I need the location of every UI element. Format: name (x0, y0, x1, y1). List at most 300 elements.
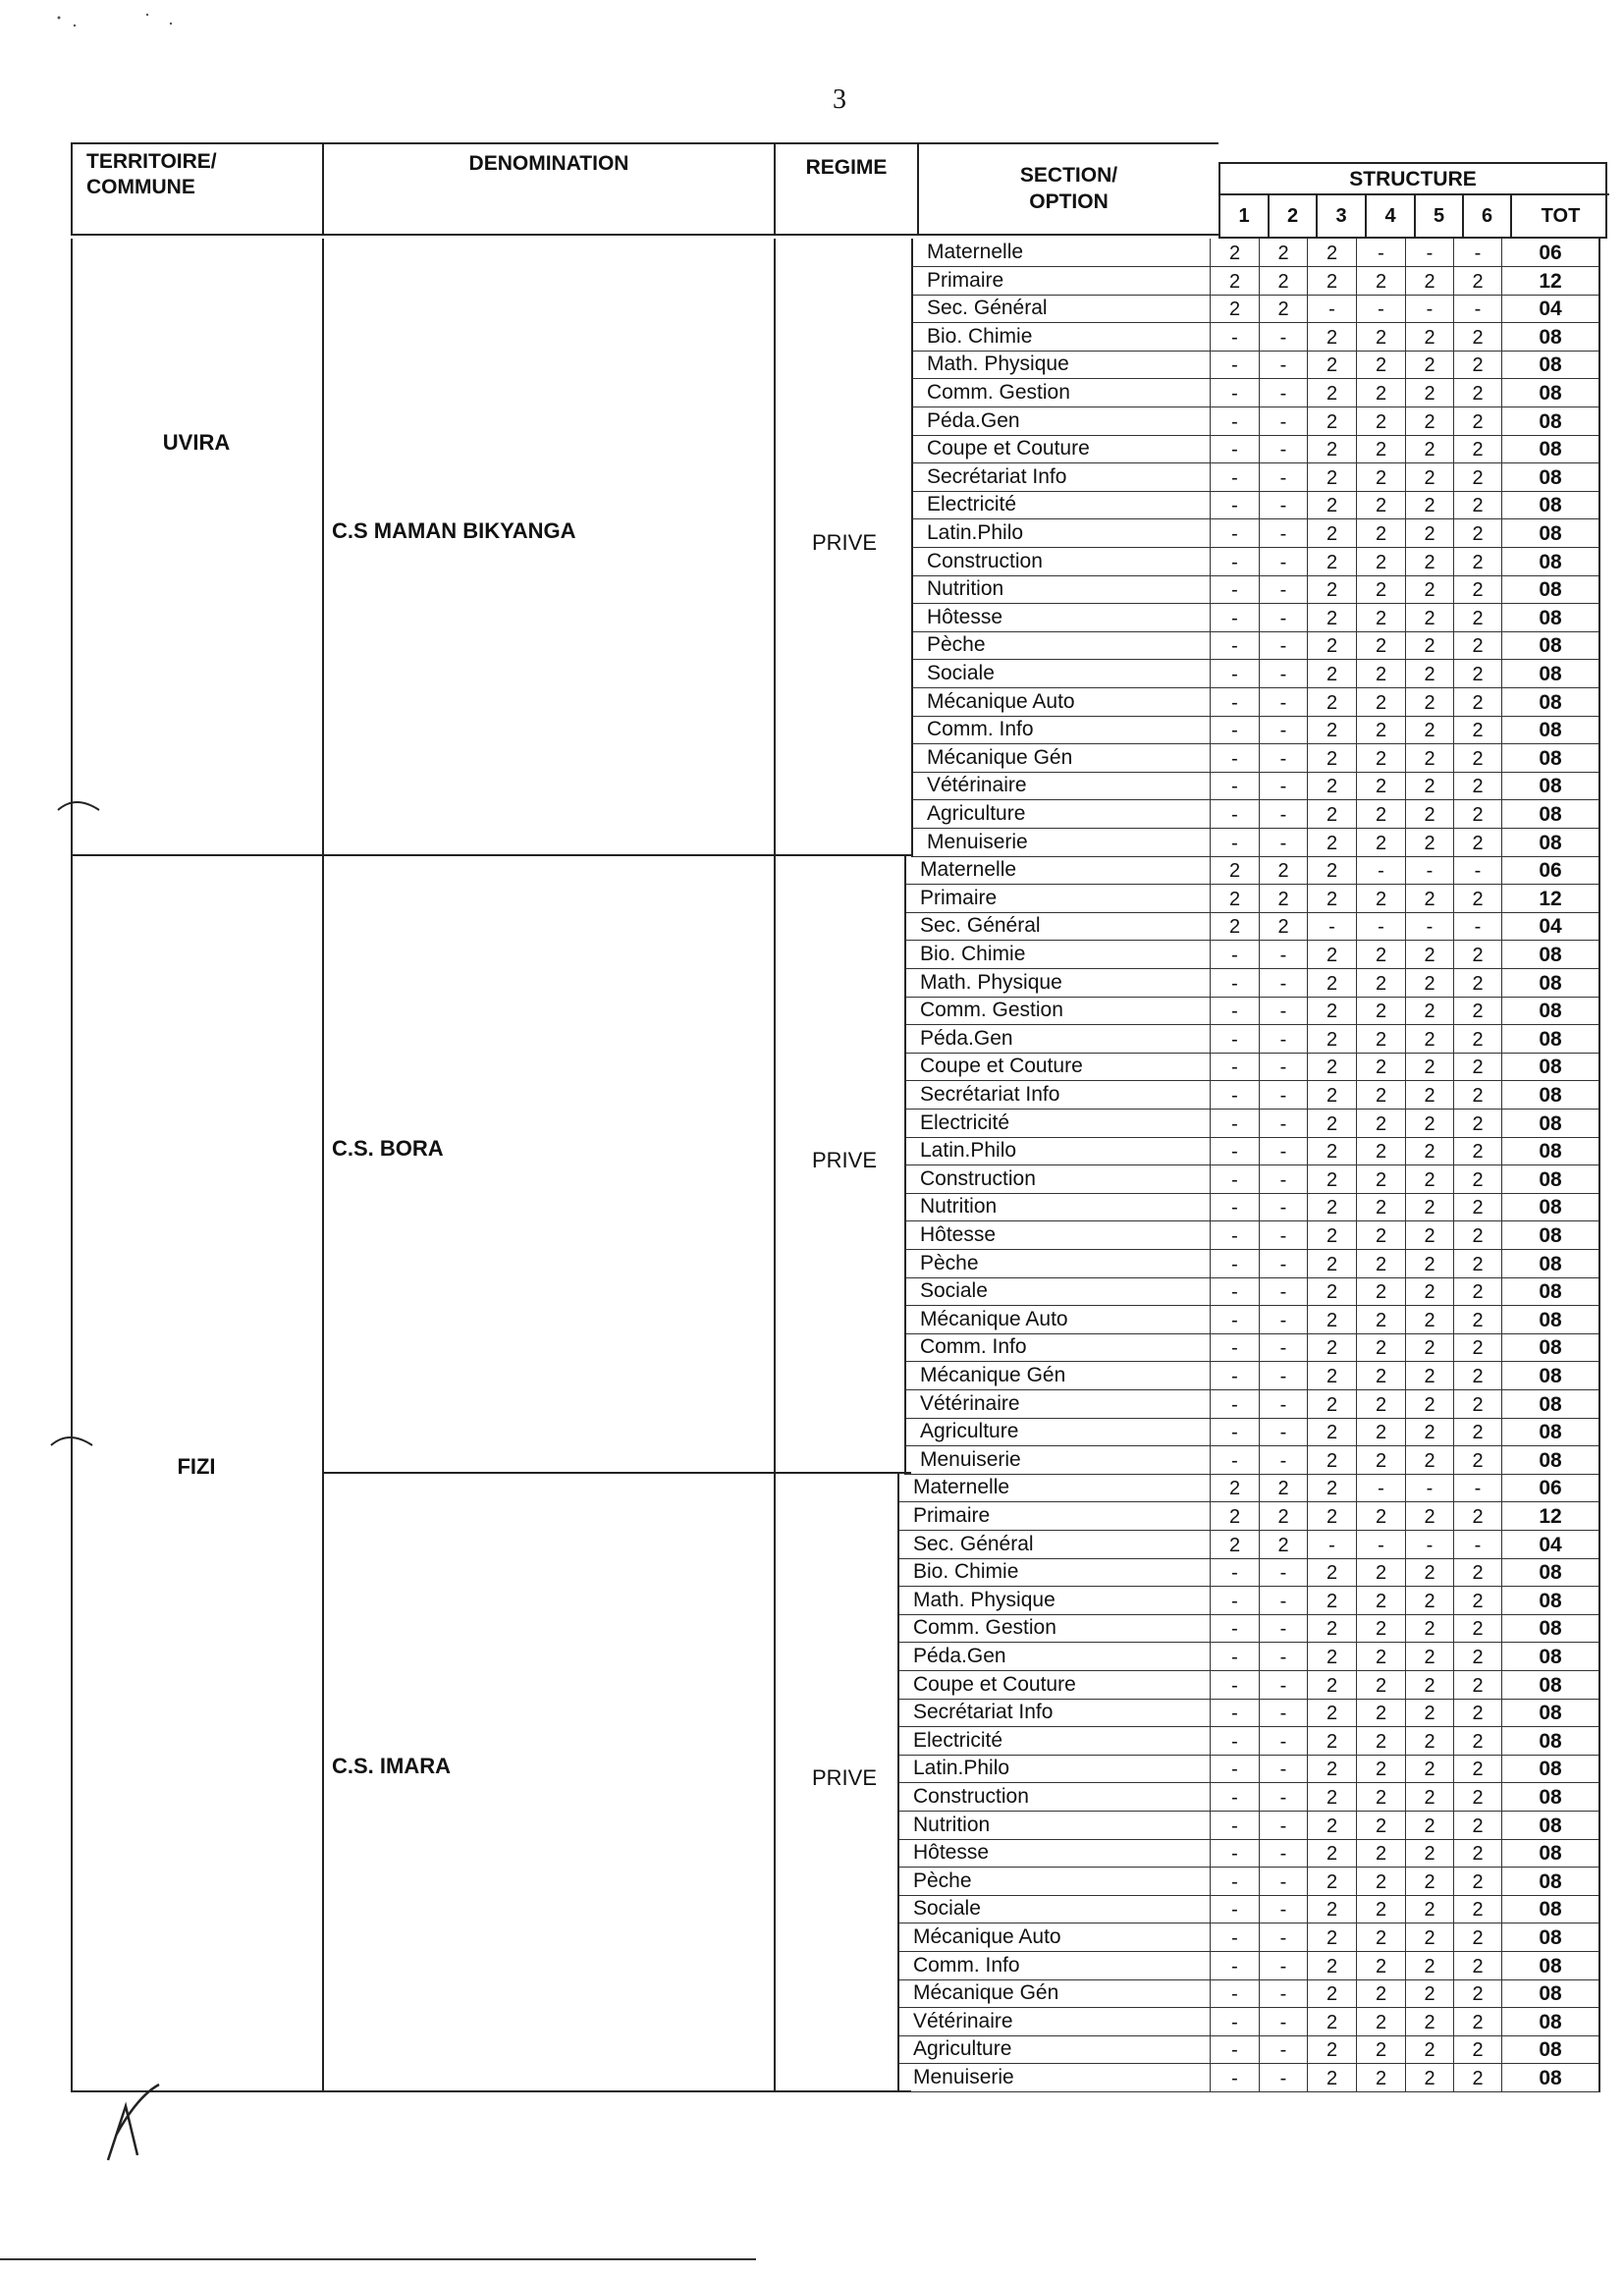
header-col-1: 1 (1218, 193, 1268, 238)
denomination-cell (322, 1474, 774, 2091)
structure-cell: 2 (1356, 1727, 1405, 1756)
option-name: Electricité (911, 491, 1210, 519)
total-cell: 08 (1501, 1839, 1600, 1868)
structure-cell: - (1210, 1333, 1259, 1362)
option-name: Sec. Général (911, 295, 1210, 323)
structure-cell: 2 (1356, 716, 1405, 744)
structure-cell: - (1210, 1025, 1259, 1054)
structure-cell: 2 (1259, 1474, 1307, 1502)
total-cell: 08 (1501, 800, 1600, 829)
structure-cell: - (1259, 1193, 1307, 1221)
structure-cell: - (1210, 829, 1259, 857)
total-cell: 08 (1501, 2035, 1600, 2064)
structure-cell: 2 (1453, 351, 1501, 379)
option-name: Construction (911, 548, 1210, 576)
school-regime: PRIVE (811, 1147, 878, 1172)
structure-cell: - (1210, 2035, 1259, 2064)
structure-cell: - (1210, 1221, 1259, 1250)
total-cell: 08 (1501, 1053, 1600, 1081)
structure-cell: - (1259, 1923, 1307, 1952)
structure-cell: 2 (1453, 941, 1501, 969)
header-col-2: 2 (1268, 193, 1316, 238)
total-cell: 08 (1501, 1952, 1600, 1980)
structure-cell: - (1259, 1418, 1307, 1446)
structure-cell: - (1210, 1643, 1259, 1671)
structure-cell: 2 (1453, 1952, 1501, 1980)
total-cell: 08 (1501, 575, 1600, 604)
structure-cell: 2 (1405, 1277, 1453, 1306)
structure-cell: 2 (1405, 1671, 1453, 1700)
structure-cell: - (1405, 856, 1453, 885)
structure-cell: 2 (1405, 1110, 1453, 1138)
structure-cell: 2 (1405, 2064, 1453, 2092)
structure-cell: 2 (1405, 267, 1453, 296)
structure-cell: 2 (1453, 1418, 1501, 1446)
structure-cell: - (1259, 1362, 1307, 1390)
structure-cell: - (1259, 1614, 1307, 1643)
structure-cell: 2 (1356, 267, 1405, 296)
school-denomination: C.S MAMAN BIKYANGA (332, 517, 576, 543)
structure-cell: 2 (1307, 604, 1356, 632)
structure-cell: 2 (1453, 1558, 1501, 1587)
structure-cell: 2 (1405, 2035, 1453, 2064)
structure-cell: - (1210, 1137, 1259, 1165)
structure-cell: 2 (1453, 1025, 1501, 1054)
option-name: Primaire (904, 885, 1210, 913)
structure-cell: 2 (1453, 1137, 1501, 1165)
structure-cell: 2 (1307, 1783, 1356, 1812)
structure-cell: 2 (1356, 575, 1405, 604)
structure-cell: 2 (1453, 267, 1501, 296)
total-cell: 08 (1501, 463, 1600, 492)
structure-cell: 2 (1405, 1418, 1453, 1446)
total-cell: 04 (1501, 295, 1600, 323)
structure-cell: 2 (1307, 575, 1356, 604)
denomination-cell (322, 856, 774, 1474)
structure-cell: 2 (1259, 885, 1307, 913)
structure-cell: 2 (1259, 239, 1307, 267)
structure-cell: 2 (1356, 660, 1405, 688)
option-name: Vétérinaire (911, 772, 1210, 800)
structure-cell: 2 (1356, 1446, 1405, 1475)
school-denomination: C.S. IMARA (332, 1754, 451, 1778)
structure-cell: - (1259, 1053, 1307, 1081)
structure-cell: - (1210, 1727, 1259, 1756)
total-cell: 08 (1501, 407, 1600, 436)
structure-cell: 2 (1307, 519, 1356, 548)
margin-mark-lower (47, 1426, 106, 1455)
structure-cell: 2 (1307, 379, 1356, 407)
structure-cell: - (1259, 1727, 1307, 1756)
structure-cell: 2 (1307, 1643, 1356, 1671)
total-cell: 08 (1501, 1081, 1600, 1110)
structure-cell: - (1356, 912, 1405, 941)
option-name: Nutrition (897, 1812, 1210, 1840)
structure-cell: - (1210, 407, 1259, 436)
total-cell: 12 (1501, 267, 1600, 296)
structure-cell: 2 (1405, 1333, 1453, 1362)
option-name: Math. Physique (911, 351, 1210, 379)
structure-cell: - (1259, 1812, 1307, 1840)
structure-cell: 2 (1453, 1081, 1501, 1110)
total-cell: 08 (1501, 1137, 1600, 1165)
structure-cell: 2 (1307, 1895, 1356, 1923)
total-cell: 08 (1501, 1812, 1600, 1840)
structure-cell: - (1356, 856, 1405, 885)
structure-cell: - (1259, 575, 1307, 604)
structure-cell: 2 (1453, 407, 1501, 436)
structure-cell: 2 (1405, 941, 1453, 969)
structure-cell: 2 (1307, 407, 1356, 436)
structure-cell: 2 (1453, 997, 1501, 1025)
structure-cell: 2 (1307, 1418, 1356, 1446)
structure-cell: - (1210, 1699, 1259, 1727)
option-name: Hôtesse (911, 604, 1210, 632)
structure-cell: 2 (1307, 1671, 1356, 1700)
structure-cell: - (1356, 1531, 1405, 1559)
option-name: Comm. Info (897, 1952, 1210, 1980)
structure-cell: 2 (1210, 267, 1259, 296)
option-name: Mécanique Gén (911, 744, 1210, 773)
structure-cell: 2 (1307, 1362, 1356, 1390)
structure-cell: - (1210, 1306, 1259, 1334)
option-name: Péda.Gen (897, 1643, 1210, 1671)
structure-cell: - (1210, 1868, 1259, 1896)
structure-cell: 2 (1210, 885, 1259, 913)
header-col-tot: TOT (1510, 193, 1609, 238)
structure-cell: 2 (1405, 1221, 1453, 1250)
option-name: Agriculture (911, 800, 1210, 829)
structure-cell: - (1259, 744, 1307, 773)
structure-cell: 2 (1405, 1923, 1453, 1952)
option-name: Latin.Philo (904, 1137, 1210, 1165)
structure-cell: - (1259, 1643, 1307, 1671)
structure-cell: 2 (1356, 631, 1405, 660)
structure-cell: - (1210, 351, 1259, 379)
structure-cell: - (1210, 1277, 1259, 1306)
structure-cell: 2 (1259, 295, 1307, 323)
structure-cell: 2 (1307, 323, 1356, 352)
structure-cell: - (1210, 1081, 1259, 1110)
total-cell: 08 (1501, 1727, 1600, 1756)
structure-cell: - (1259, 716, 1307, 744)
structure-cell: 2 (1453, 1053, 1501, 1081)
structure-cell: - (1259, 1277, 1307, 1306)
structure-cell: 2 (1405, 1952, 1453, 1980)
structure-cell: 2 (1356, 1587, 1405, 1615)
structure-cell: 2 (1307, 1868, 1356, 1896)
structure-cell: 2 (1356, 1783, 1405, 1812)
structure-cell: 2 (1405, 323, 1453, 352)
structure-cell: 2 (1356, 1137, 1405, 1165)
option-name: Latin.Philo (911, 519, 1210, 548)
structure-cell: 2 (1453, 1390, 1501, 1419)
structure-cell: 2 (1405, 631, 1453, 660)
structure-cell: - (1210, 1110, 1259, 1138)
structure-cell: - (1210, 1671, 1259, 1700)
structure-cell: - (1210, 1839, 1259, 1868)
option-name: Math. Physique (904, 969, 1210, 998)
structure-cell: 2 (1453, 604, 1501, 632)
structure-cell: 2 (1453, 829, 1501, 857)
total-cell: 04 (1501, 1531, 1600, 1559)
option-name: Pèche (897, 1868, 1210, 1896)
structure-cell: - (1210, 323, 1259, 352)
structure-cell: 2 (1307, 1081, 1356, 1110)
total-cell: 08 (1501, 1277, 1600, 1306)
structure-cell: 2 (1356, 1221, 1405, 1250)
structure-cell: 2 (1307, 1587, 1356, 1615)
structure-cell: 2 (1405, 885, 1453, 913)
structure-cell: 2 (1307, 1390, 1356, 1419)
structure-cell: - (1210, 2008, 1259, 2036)
option-name: Comm. Gestion (897, 1614, 1210, 1643)
structure-cell: 2 (1356, 1895, 1405, 1923)
structure-cell: - (1259, 1699, 1307, 1727)
structure-cell: 2 (1453, 575, 1501, 604)
structure-cell: 2 (1356, 1979, 1405, 2008)
structure-cell: 2 (1453, 2064, 1501, 2092)
structure-cell: - (1259, 688, 1307, 717)
structure-cell: 2 (1356, 997, 1405, 1025)
structure-cell: - (1210, 800, 1259, 829)
structure-cell: - (1210, 575, 1259, 604)
structure-cell: 2 (1405, 1558, 1453, 1587)
header-regime-label: REGIME (805, 156, 888, 179)
total-cell: 08 (1501, 1193, 1600, 1221)
structure-cell: 2 (1356, 1250, 1405, 1278)
option-name: Secrétariat Info (911, 463, 1210, 492)
structure-cell: - (1210, 1418, 1259, 1446)
school-regime: PRIVE (811, 1765, 878, 1790)
structure-cell: - (1210, 1165, 1259, 1194)
structure-cell: 2 (1307, 1952, 1356, 1980)
structure-cell: - (1210, 1755, 1259, 1783)
option-name: Sociale (904, 1277, 1210, 1306)
structure-cell: - (1210, 1193, 1259, 1221)
option-name: Mécanique Gén (904, 1362, 1210, 1390)
option-name: Maternelle (904, 856, 1210, 885)
option-name: Pèche (904, 1250, 1210, 1278)
structure-cell: 2 (1405, 1979, 1453, 2008)
option-name: Construction (904, 1165, 1210, 1194)
structure-cell: 2 (1453, 716, 1501, 744)
total-cell: 08 (1501, 351, 1600, 379)
option-name: Mécanique Auto (904, 1306, 1210, 1334)
structure-cell: 2 (1405, 1587, 1453, 1615)
structure-cell: - (1259, 1783, 1307, 1812)
structure-cell: 2 (1356, 1671, 1405, 1700)
structure-cell: - (1405, 1531, 1453, 1559)
option-name: Nutrition (904, 1193, 1210, 1221)
option-name: Secrétariat Info (897, 1699, 1210, 1727)
structure-cell: 2 (1405, 1025, 1453, 1054)
option-name: Maternelle (897, 1474, 1210, 1502)
structure-cell: 2 (1405, 744, 1453, 773)
total-cell: 08 (1501, 1558, 1600, 1587)
structure-cell: 2 (1453, 969, 1501, 998)
structure-cell: - (1259, 2064, 1307, 2092)
option-name: Sec. Général (897, 1531, 1210, 1559)
structure-cell: - (1259, 407, 1307, 436)
structure-cell: 2 (1405, 1053, 1453, 1081)
structure-cell: 2 (1453, 323, 1501, 352)
structure-cell: - (1210, 716, 1259, 744)
structure-cell: 2 (1356, 519, 1405, 548)
option-name: Electricité (904, 1110, 1210, 1138)
option-name: Sociale (911, 660, 1210, 688)
structure-cell: 2 (1307, 435, 1356, 463)
structure-cell: 2 (1356, 1277, 1405, 1306)
structure-cell: - (1259, 1165, 1307, 1194)
structure-cell: 2 (1453, 1923, 1501, 1952)
structure-cell: 2 (1453, 491, 1501, 519)
structure-cell: 2 (1210, 1474, 1259, 1502)
structure-cell: - (1307, 912, 1356, 941)
structure-cell: 2 (1307, 1053, 1356, 1081)
structure-cell: 2 (1307, 688, 1356, 717)
structure-cell: - (1210, 1783, 1259, 1812)
option-name: Coupe et Couture (897, 1671, 1210, 1700)
structure-cell: 2 (1405, 1868, 1453, 1896)
total-cell: 08 (1501, 323, 1600, 352)
total-cell: 08 (1501, 1643, 1600, 1671)
total-cell: 08 (1501, 1614, 1600, 1643)
structure-cell: 2 (1259, 267, 1307, 296)
structure-cell: - (1259, 1137, 1307, 1165)
structure-cell: 2 (1356, 1502, 1405, 1531)
structure-cell: 2 (1356, 2008, 1405, 2036)
structure-cell: - (1307, 1531, 1356, 1559)
structure-cell: - (1259, 1081, 1307, 1110)
structure-cell: 2 (1356, 688, 1405, 717)
territory-cell (71, 239, 322, 856)
structure-cell: 2 (1405, 660, 1453, 688)
structure-cell: 2 (1405, 1502, 1453, 1531)
structure-cell: 2 (1356, 829, 1405, 857)
structure-cell: 2 (1210, 239, 1259, 267)
scan-specks (39, 10, 196, 39)
structure-cell: 2 (1405, 575, 1453, 604)
structure-cell: 2 (1405, 1165, 1453, 1194)
total-cell: 08 (1501, 1671, 1600, 1700)
structure-cell: 2 (1453, 1333, 1501, 1362)
structure-cell: 2 (1259, 912, 1307, 941)
total-cell: 08 (1501, 1895, 1600, 1923)
structure-cell: 2 (1356, 2035, 1405, 2064)
structure-cell: 2 (1210, 856, 1259, 885)
structure-cell: 2 (1307, 631, 1356, 660)
header-structure (1218, 162, 1607, 239)
structure-cell: 2 (1356, 1193, 1405, 1221)
structure-cell: 2 (1405, 351, 1453, 379)
option-name: Bio. Chimie (904, 941, 1210, 969)
structure-cell: 2 (1307, 1277, 1356, 1306)
structure-cell: 2 (1453, 1193, 1501, 1221)
structure-cell: - (1210, 604, 1259, 632)
structure-cell: 2 (1307, 1755, 1356, 1783)
structure-cell: 2 (1356, 1812, 1405, 1840)
structure-cell: 2 (1307, 491, 1356, 519)
total-cell: 08 (1501, 1025, 1600, 1054)
structure-cell: 2 (1405, 1614, 1453, 1643)
option-name: Primaire (897, 1502, 1210, 1531)
structure-cell: 2 (1356, 800, 1405, 829)
structure-cell: 2 (1356, 1614, 1405, 1643)
structure-cell: 2 (1356, 772, 1405, 800)
structure-cell: 2 (1307, 1221, 1356, 1250)
structure-cell: 2 (1356, 379, 1405, 407)
structure-cell: 2 (1259, 1531, 1307, 1559)
header-territoire (71, 142, 322, 236)
structure-cell: 2 (1356, 1923, 1405, 1952)
structure-cell: 2 (1356, 1643, 1405, 1671)
structure-cell: - (1259, 1952, 1307, 1980)
structure-cell: 2 (1453, 1895, 1501, 1923)
total-cell: 08 (1501, 1165, 1600, 1194)
structure-cell: - (1356, 239, 1405, 267)
total-cell: 08 (1501, 604, 1600, 632)
structure-cell: - (1259, 1671, 1307, 1700)
option-name: Sociale (897, 1895, 1210, 1923)
total-cell: 08 (1501, 1418, 1600, 1446)
structure-cell: 2 (1453, 1165, 1501, 1194)
structure-cell: - (1210, 491, 1259, 519)
structure-cell: 2 (1453, 2008, 1501, 2036)
total-cell: 08 (1501, 660, 1600, 688)
option-name: Comm. Info (911, 716, 1210, 744)
option-name: Construction (897, 1783, 1210, 1812)
structure-cell: - (1210, 379, 1259, 407)
structure-cell: 2 (1210, 912, 1259, 941)
structure-cell: - (1210, 2064, 1259, 2092)
structure-cell: 2 (1405, 716, 1453, 744)
option-name: Primaire (911, 267, 1210, 296)
option-name: Mécanique Gén (897, 1979, 1210, 2008)
option-name: Pèche (911, 631, 1210, 660)
structure-cell: - (1259, 2035, 1307, 2064)
structure-cell: 2 (1307, 716, 1356, 744)
structure-cell: 2 (1405, 407, 1453, 436)
structure-cell: - (1210, 1812, 1259, 1840)
total-cell: 08 (1501, 1699, 1600, 1727)
structure-cell: 2 (1356, 1306, 1405, 1334)
structure-cell: 2 (1210, 295, 1259, 323)
structure-cell: 2 (1453, 744, 1501, 773)
structure-cell: 2 (1307, 1699, 1356, 1727)
structure-cell: - (1453, 1531, 1501, 1559)
structure-cell: - (1405, 239, 1453, 267)
structure-cell: 2 (1307, 1446, 1356, 1475)
option-name: Coupe et Couture (904, 1053, 1210, 1081)
total-cell: 08 (1501, 1755, 1600, 1783)
structure-cell: - (1405, 295, 1453, 323)
structure-cell: 2 (1405, 1699, 1453, 1727)
total-cell: 06 (1501, 239, 1600, 267)
structure-cell: 2 (1356, 491, 1405, 519)
structure-cell: 2 (1453, 435, 1501, 463)
structure-cell: 2 (1210, 1502, 1259, 1531)
option-name: Math. Physique (897, 1587, 1210, 1615)
structure-cell: 2 (1356, 885, 1405, 913)
structure-cell: 2 (1210, 1531, 1259, 1559)
header-col-6: 6 (1462, 193, 1510, 238)
structure-cell: 2 (1405, 688, 1453, 717)
structure-cell: 2 (1356, 969, 1405, 998)
structure-cell: 2 (1356, 548, 1405, 576)
structure-cell: 2 (1356, 1081, 1405, 1110)
structure-cell: - (1259, 1390, 1307, 1419)
